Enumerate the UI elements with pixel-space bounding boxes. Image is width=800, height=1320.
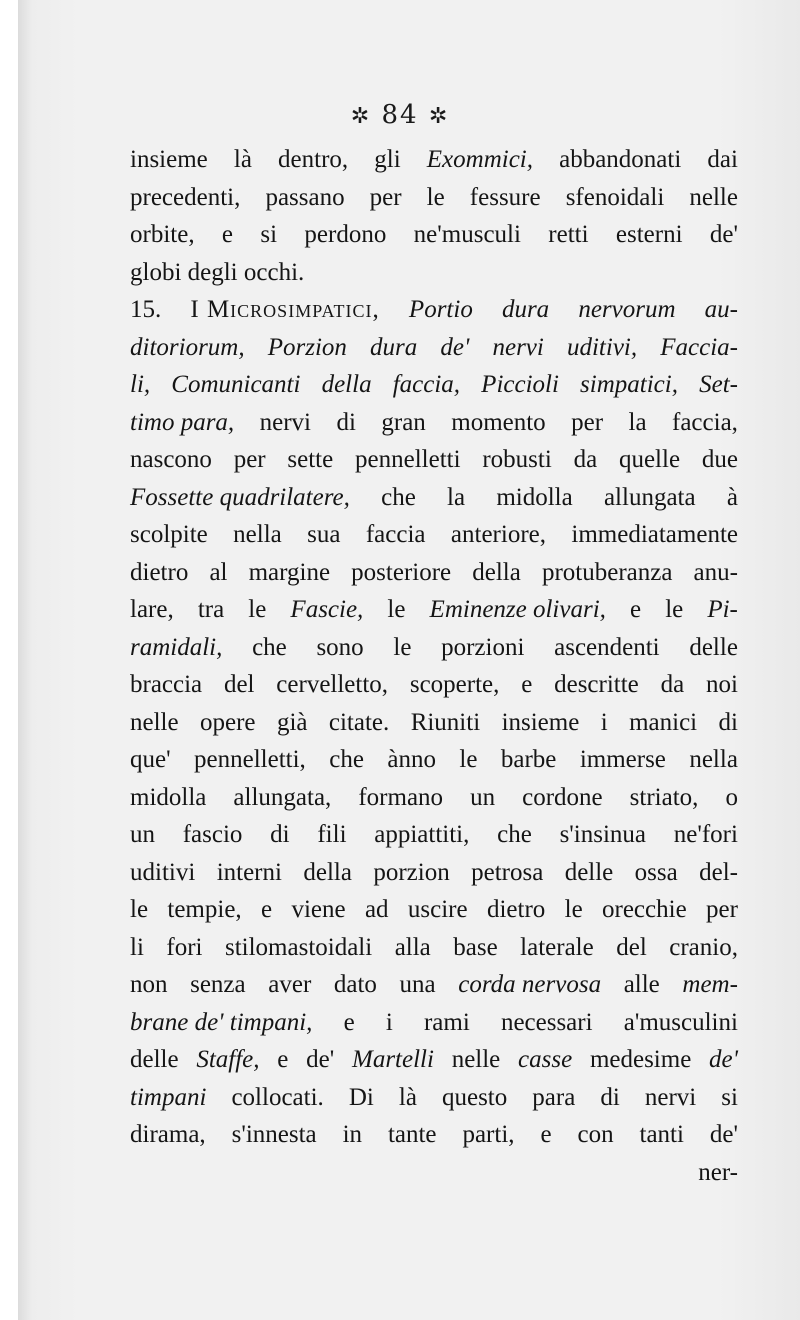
word: Comunicanti	[171, 371, 301, 398]
word: Di	[348, 1083, 374, 1111]
word: da	[573, 446, 598, 473]
word: si	[260, 221, 278, 248]
word: li,	[130, 371, 151, 398]
word: de'	[306, 1046, 335, 1073]
word: a'musculini	[623, 1008, 738, 1036]
word: stilomastoidali	[224, 933, 373, 961]
word: interni	[216, 858, 282, 886]
word: senza	[190, 971, 246, 998]
text-line	[130, 404, 738, 442]
word: allungata	[603, 483, 696, 511]
word: tra	[197, 596, 225, 623]
word: nelle	[451, 1046, 501, 1073]
word: la	[628, 408, 647, 436]
word: quelle	[618, 446, 681, 473]
word: casse	[518, 1046, 573, 1073]
text-line	[130, 591, 738, 629]
word: brane de' timpani,	[130, 1008, 313, 1036]
word: sua	[307, 521, 341, 548]
word: e	[521, 671, 533, 698]
word: sono	[316, 633, 364, 661]
word: dura	[370, 333, 418, 361]
word: non	[130, 971, 168, 998]
word: del	[223, 671, 255, 698]
word: faccia,	[392, 371, 461, 398]
word: della	[472, 558, 521, 586]
word: e	[277, 1046, 289, 1073]
text-line	[130, 366, 738, 404]
word: allungata,	[233, 783, 332, 811]
word: là	[398, 1083, 417, 1111]
word: di	[270, 821, 290, 848]
word: lare,	[130, 596, 174, 623]
word: e	[540, 1121, 552, 1148]
ornament-left-icon: ✲	[350, 104, 372, 129]
word: posteriore	[351, 558, 452, 586]
word: ossa	[634, 858, 678, 886]
text-line	[130, 1116, 738, 1154]
word: s'innesta	[231, 1121, 317, 1148]
text-line	[130, 254, 738, 292]
text-line	[130, 704, 738, 742]
word: dato	[333, 971, 377, 998]
word: fessure	[469, 183, 541, 211]
word: au-	[704, 296, 738, 323]
word: da	[660, 671, 685, 698]
word: nervi	[259, 408, 312, 436]
word: perdono	[304, 221, 387, 248]
word: nella	[689, 746, 738, 773]
word: le	[665, 596, 684, 623]
word: già	[276, 708, 308, 736]
word: collocati.	[231, 1083, 324, 1111]
word: e	[630, 596, 642, 623]
word: Riuniti	[410, 708, 481, 736]
word: dietro	[130, 558, 189, 586]
word: anu-	[693, 558, 738, 586]
word: e	[343, 1008, 355, 1036]
word: passano	[265, 183, 345, 211]
word: questo	[441, 1083, 508, 1111]
word: protuberanza	[541, 558, 673, 586]
word: insieme	[130, 146, 208, 173]
word: petrosa	[471, 858, 544, 886]
word: faccia	[365, 521, 426, 548]
text-line	[130, 479, 738, 517]
word: scoperte,	[409, 671, 500, 698]
text-line	[130, 666, 738, 704]
word: porzion	[373, 858, 450, 886]
word: che	[329, 746, 364, 773]
word: I Microsimpatici,	[190, 296, 380, 323]
word: Portio	[408, 296, 473, 323]
word: la	[447, 483, 466, 511]
word: le	[248, 596, 267, 623]
word: descritte	[554, 671, 639, 698]
word: di	[600, 1083, 620, 1111]
word: 15.	[130, 296, 162, 323]
word: nervi	[492, 333, 544, 361]
word: i	[385, 1008, 393, 1036]
word: tanti	[639, 1121, 684, 1148]
word: dai	[707, 146, 738, 173]
word: robusti	[482, 446, 552, 473]
word: margine	[248, 558, 331, 586]
word: o	[725, 783, 738, 811]
word: barbe	[500, 746, 557, 773]
word: corda nervosa	[458, 971, 602, 998]
word: dirama,	[130, 1121, 206, 1148]
word: delle	[564, 858, 614, 886]
word: appiattiti,	[374, 821, 470, 848]
word: dura	[501, 296, 550, 323]
word: per	[233, 446, 266, 473]
word: dentro,	[278, 146, 349, 173]
word: formano	[358, 783, 444, 811]
word: di	[718, 708, 738, 736]
word: globi degli occhi.	[130, 258, 305, 286]
text-line	[130, 291, 738, 329]
text-line	[130, 741, 738, 779]
word: noi	[705, 671, 738, 698]
word: de'	[709, 1046, 738, 1073]
word: aver	[268, 971, 312, 998]
word: precedenti,	[130, 183, 241, 211]
word: sfenoidali	[565, 183, 665, 211]
word: nascono	[130, 446, 212, 473]
word: un	[130, 821, 155, 848]
word: Faccia-	[660, 333, 738, 361]
word: del-	[699, 858, 738, 886]
word: nella	[233, 521, 282, 548]
word: citate.	[328, 708, 390, 736]
word: in	[342, 1121, 363, 1148]
word: un	[470, 783, 496, 811]
word: Porzion	[267, 333, 347, 361]
word: immediatamente	[571, 521, 738, 548]
word: immerse	[579, 746, 666, 773]
text-line	[130, 441, 738, 479]
text-line	[130, 779, 738, 817]
text-line	[130, 141, 738, 179]
word: que'	[130, 746, 171, 773]
word: mem-	[682, 971, 738, 998]
word: con	[577, 1121, 614, 1148]
word: orbite,	[130, 221, 195, 248]
ornament-right-icon: ✲	[428, 104, 450, 129]
page-margin	[0, 0, 18, 1320]
word: alla	[394, 933, 431, 961]
word: Set-	[699, 371, 738, 398]
word: viene	[291, 896, 346, 923]
word: striato,	[629, 783, 699, 811]
word: nervorum	[578, 296, 676, 323]
text-line	[130, 816, 738, 854]
word: i	[600, 708, 608, 736]
text-line	[130, 929, 738, 967]
word: Pi-	[707, 596, 738, 623]
text-line	[130, 1041, 738, 1079]
word: ditoriorum,	[130, 333, 245, 361]
word: Piccioli	[481, 371, 559, 398]
word: dietro	[486, 896, 546, 923]
word: insieme	[501, 708, 580, 736]
word: pennelletti	[355, 446, 461, 473]
text-line	[130, 1154, 738, 1192]
word: nervi	[644, 1083, 697, 1111]
word: scolpite	[130, 521, 208, 548]
word: sette	[287, 446, 334, 473]
word: medesime	[589, 1046, 692, 1073]
word: faccia,	[672, 408, 738, 436]
word: midolla	[496, 483, 573, 511]
word: tempie,	[167, 896, 242, 923]
page-number: 84	[381, 100, 419, 130]
word: Martelli	[352, 1046, 434, 1073]
word: uditivi,	[566, 333, 638, 361]
word: Exommici,	[426, 146, 533, 173]
text-line	[130, 966, 738, 1004]
text-line	[130, 554, 738, 592]
word: à	[726, 483, 738, 511]
word: due	[701, 446, 738, 473]
word: uditivi	[130, 858, 196, 886]
word: Fossette quadrilatere,	[130, 483, 350, 511]
word: parti,	[462, 1121, 515, 1148]
word: per	[571, 408, 604, 436]
word: braccia	[130, 671, 203, 698]
word: gran	[381, 408, 426, 436]
word: cranio,	[669, 933, 738, 961]
word: fili	[317, 821, 347, 848]
text-line	[130, 216, 738, 254]
word: ne'musculi	[413, 221, 521, 248]
word: necessari	[500, 1008, 593, 1036]
text-line	[130, 854, 738, 892]
word: ànno	[387, 746, 436, 773]
word: fori	[166, 933, 203, 961]
word: pennelletti,	[194, 746, 306, 773]
word: le	[564, 896, 583, 923]
word: para	[532, 1083, 576, 1111]
word: le	[426, 183, 445, 211]
word: nelle	[130, 708, 179, 736]
word: della	[321, 371, 372, 398]
word: per	[706, 896, 738, 923]
word: e	[221, 221, 234, 248]
word: manici	[629, 708, 698, 736]
word: e	[261, 896, 273, 923]
word: alle	[623, 971, 660, 998]
word: midolla	[130, 783, 207, 811]
word: Staffe,	[196, 1046, 260, 1073]
text-line	[130, 516, 738, 554]
text-line	[130, 629, 738, 667]
word: delle	[689, 633, 738, 661]
word: delle	[130, 1046, 179, 1073]
word: anteriore,	[450, 521, 546, 548]
word: base	[453, 933, 498, 961]
word: de'	[709, 221, 738, 248]
word: gli	[374, 146, 401, 173]
word: che	[497, 821, 532, 848]
word: uscire	[407, 896, 468, 923]
text-line	[130, 891, 738, 929]
word: ne'fori	[673, 821, 738, 848]
word: che	[381, 483, 416, 511]
word: timpani	[130, 1083, 207, 1111]
catchword: ner-	[698, 1158, 738, 1186]
text-line	[130, 179, 738, 217]
word: ramidali,	[130, 633, 223, 661]
word: opere	[200, 708, 256, 736]
body-text	[130, 141, 738, 1191]
word: porzioni	[441, 633, 525, 661]
word: di	[336, 408, 356, 436]
word: timo para,	[130, 408, 235, 436]
word: ascendenti	[554, 633, 660, 661]
word: laterale	[520, 933, 594, 961]
word: cervelletto,	[276, 671, 389, 698]
running-header	[0, 100, 800, 130]
word: le	[387, 596, 406, 623]
word: simpatici,	[580, 371, 678, 398]
text-line	[130, 329, 738, 367]
word: le	[459, 746, 478, 773]
word: esterni	[615, 221, 683, 248]
word: rami	[423, 1008, 470, 1036]
word: del	[616, 933, 647, 961]
word: si	[721, 1083, 738, 1111]
word: abbandonati	[559, 146, 682, 173]
word: là	[233, 146, 252, 173]
word: fascio	[182, 821, 243, 848]
word: che	[252, 633, 287, 661]
text-line	[130, 1004, 738, 1042]
word: una	[399, 971, 436, 998]
word: li	[130, 933, 144, 961]
word: retti	[548, 221, 589, 248]
word: ad	[364, 896, 389, 923]
word: al	[209, 558, 228, 586]
text-line	[130, 1079, 738, 1117]
word: della	[303, 858, 352, 886]
word: de'	[440, 333, 470, 361]
word: momento	[451, 408, 546, 436]
word: s'insinua	[559, 821, 647, 848]
word: orecchie	[602, 896, 687, 923]
word: le	[130, 896, 149, 923]
word: per	[369, 183, 402, 211]
word: de'	[709, 1121, 738, 1148]
word: tante	[387, 1121, 437, 1148]
word: le	[393, 633, 412, 661]
word: cordone	[522, 783, 603, 811]
word: Fascie,	[290, 596, 364, 623]
word: Eminenze olivari,	[429, 596, 606, 623]
word: nelle	[689, 183, 738, 211]
